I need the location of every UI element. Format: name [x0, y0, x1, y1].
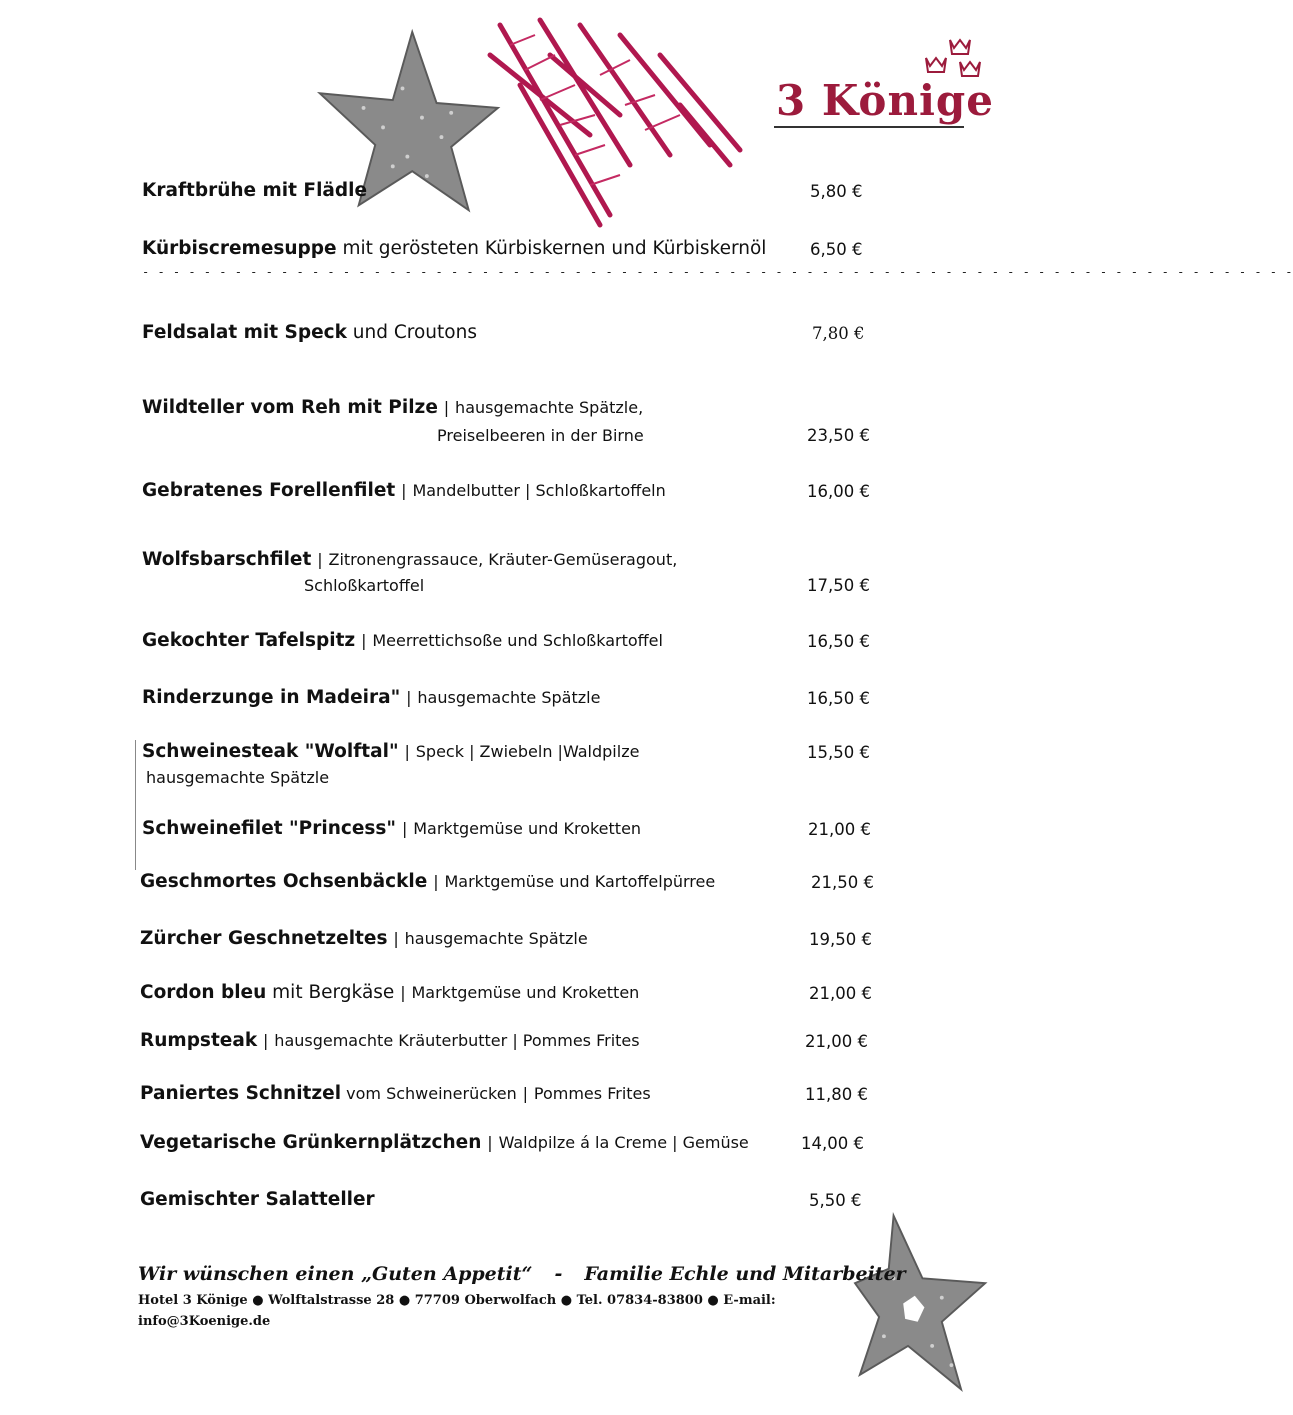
red-twig-decoration	[480, 15, 750, 245]
dish-name: Gebratenes Forellenfilet	[142, 480, 396, 501]
pipe: |	[393, 929, 399, 948]
dish-price: 16,00 €	[807, 482, 870, 501]
dish-name: Cordon bleu	[140, 982, 267, 1003]
dish-name: Wolfsbarschfilet	[142, 549, 312, 570]
dish-desc: hausgemachte Spätzle	[417, 688, 601, 707]
dish-price: 21,00 €	[809, 984, 872, 1003]
dish-extra: und Croutons	[346, 322, 477, 343]
dish-name: Schweinefilet "Princess"	[142, 818, 397, 839]
dish-desc: hausgemachte Spätzle,	[455, 398, 644, 417]
dish-price: 5,50 €	[809, 1191, 862, 1210]
dish-price: 15,50 €	[807, 743, 870, 762]
pipe: |	[401, 481, 407, 500]
dish-desc: Pommes Frites	[533, 1084, 651, 1103]
dish-desc: hausgemachte Spätzle	[404, 929, 588, 948]
pipe: |	[401, 819, 408, 838]
pipe: |	[404, 742, 410, 761]
pipe: |	[317, 550, 323, 569]
menu-item	[142, 741, 639, 762]
dish-price: 16,50 €	[807, 689, 870, 708]
menu-item	[142, 818, 641, 839]
dish-price: 16,50 €	[807, 632, 870, 651]
dish-price: 21,00 €	[808, 820, 871, 839]
greeting-dash: -	[554, 1263, 563, 1285]
pipe: |	[443, 398, 450, 417]
dish-desc: hausgemachte Kräuterbutter | Pommes Frites	[274, 1031, 640, 1050]
dish-name: Rumpsteak	[140, 1030, 258, 1051]
dish-name: Rinderzunge in Madeira"	[142, 687, 401, 708]
menu-item	[142, 549, 677, 570]
menu-item	[142, 687, 600, 708]
pipe: |	[361, 631, 367, 650]
brand-logo	[770, 70, 995, 140]
dish-desc: Marktgemüse und Kartoffelpürree	[444, 872, 716, 891]
menu-item	[142, 480, 666, 501]
dish-desc: Waldpilze á la Creme | Gemüse	[498, 1133, 749, 1152]
dish-price: 11,80 €	[805, 1085, 868, 1104]
dish-name: Paniertes Schnitzel	[140, 1083, 342, 1104]
menu-item	[140, 1132, 749, 1153]
dish-name: Schweinesteak "Wolftal"	[142, 741, 399, 762]
menu-item	[142, 180, 367, 201]
pipe: |	[263, 1031, 269, 1050]
dish-price: 19,50 €	[809, 930, 872, 949]
dish-desc: Mandelbutter | Schloßkartoffeln	[412, 481, 666, 500]
pipe: |	[487, 1133, 493, 1152]
separator: - - - - - - - - - - - - - - - - - - - - - - - - - - - - - - - - - - - - - - - - - - - - - - - - - - - - - - - - - - - - - - - - - - - - - - - - - - -	[142, 265, 1293, 279]
margin-line	[135, 740, 136, 870]
dish-desc-line2: Schloßkartoffel	[304, 576, 425, 595]
menu-item	[142, 630, 663, 651]
menu-item	[140, 1083, 651, 1104]
logo-underline	[774, 126, 964, 128]
dish-name: Kraftbrühe mit Flädle	[142, 180, 368, 201]
dish-name: Gekochter Tafelspitz	[142, 630, 356, 651]
footer-greeting	[138, 1263, 906, 1285]
dish-name: Kürbiscremesuppe	[142, 238, 337, 259]
dish-extra: mit Bergkäse	[266, 982, 395, 1003]
dish-price: 7,80 €	[812, 324, 865, 343]
menu-item	[142, 238, 766, 259]
dish-extra: mit gerösteten Kürbiskernen und Kürbiskernöl	[336, 238, 767, 259]
dish-price: 14,00 €	[801, 1134, 864, 1153]
menu-item	[142, 322, 477, 343]
dish-name: Vegetarische Grünkernplätzchen	[140, 1132, 482, 1153]
greeting-right: Familie Echle und Mitarbeiter	[584, 1263, 906, 1285]
dish-desc-line2: Preiselbeeren in der Birne	[437, 426, 644, 445]
dish-desc: Speck | Zwiebeln |Waldpilze	[415, 742, 640, 761]
pipe: |	[522, 1084, 528, 1103]
dish-price: 21,00 €	[805, 1032, 868, 1051]
dish-name: Zürcher Geschnetzeltes	[140, 928, 388, 949]
dish-price: 21,50 €	[811, 873, 874, 892]
dish-price: 17,50 €	[807, 576, 870, 595]
dish-name: Geschmortes Ochsenbäckle	[140, 871, 428, 892]
dish-desc-line2: hausgemachte Spätzle	[146, 768, 330, 787]
dish-price: 6,50 €	[810, 240, 863, 259]
dish-desc: Zitronengrassauce, Kräuter-Gemüseragout,	[328, 550, 678, 569]
menu-item	[140, 871, 715, 892]
pipe: |	[406, 688, 412, 707]
greeting-left: Wir wünschen einen „Guten Appetit“	[138, 1263, 533, 1285]
menu-item	[140, 1189, 375, 1210]
dish-name: Gemischter Salatteller	[140, 1189, 375, 1210]
menu-item	[140, 982, 639, 1003]
dish-name: Wildteller vom Reh mit Pilze	[142, 397, 438, 418]
dish-desc: Meerrettichsoße und Schloßkartoffel	[372, 631, 663, 650]
menu-item	[140, 928, 588, 949]
pipe: |	[433, 872, 439, 891]
glitter-star-bottom	[855, 1210, 990, 1395]
dish-price: 5,80 €	[810, 182, 863, 201]
dish-extra: vom Schweinerücken	[341, 1084, 517, 1103]
pipe: |	[400, 983, 406, 1002]
footer-address: Hotel 3 Könige ● Wolftalstrasse 28 ● 77709 Oberwolfach ● Tel. 07834-83800 ● E-mail: info@3Koenige.de	[138, 1293, 776, 1329]
dish-desc: Marktgemüse und Kroketten	[411, 983, 640, 1002]
dish-name: Feldsalat mit Speck	[142, 322, 347, 343]
dish-desc: Marktgemüse und Kroketten	[413, 819, 642, 838]
dish-price: 23,50 €	[807, 426, 870, 445]
menu-item	[142, 397, 643, 418]
logo-text: 3 Könige	[776, 76, 995, 125]
menu-item	[140, 1030, 640, 1051]
